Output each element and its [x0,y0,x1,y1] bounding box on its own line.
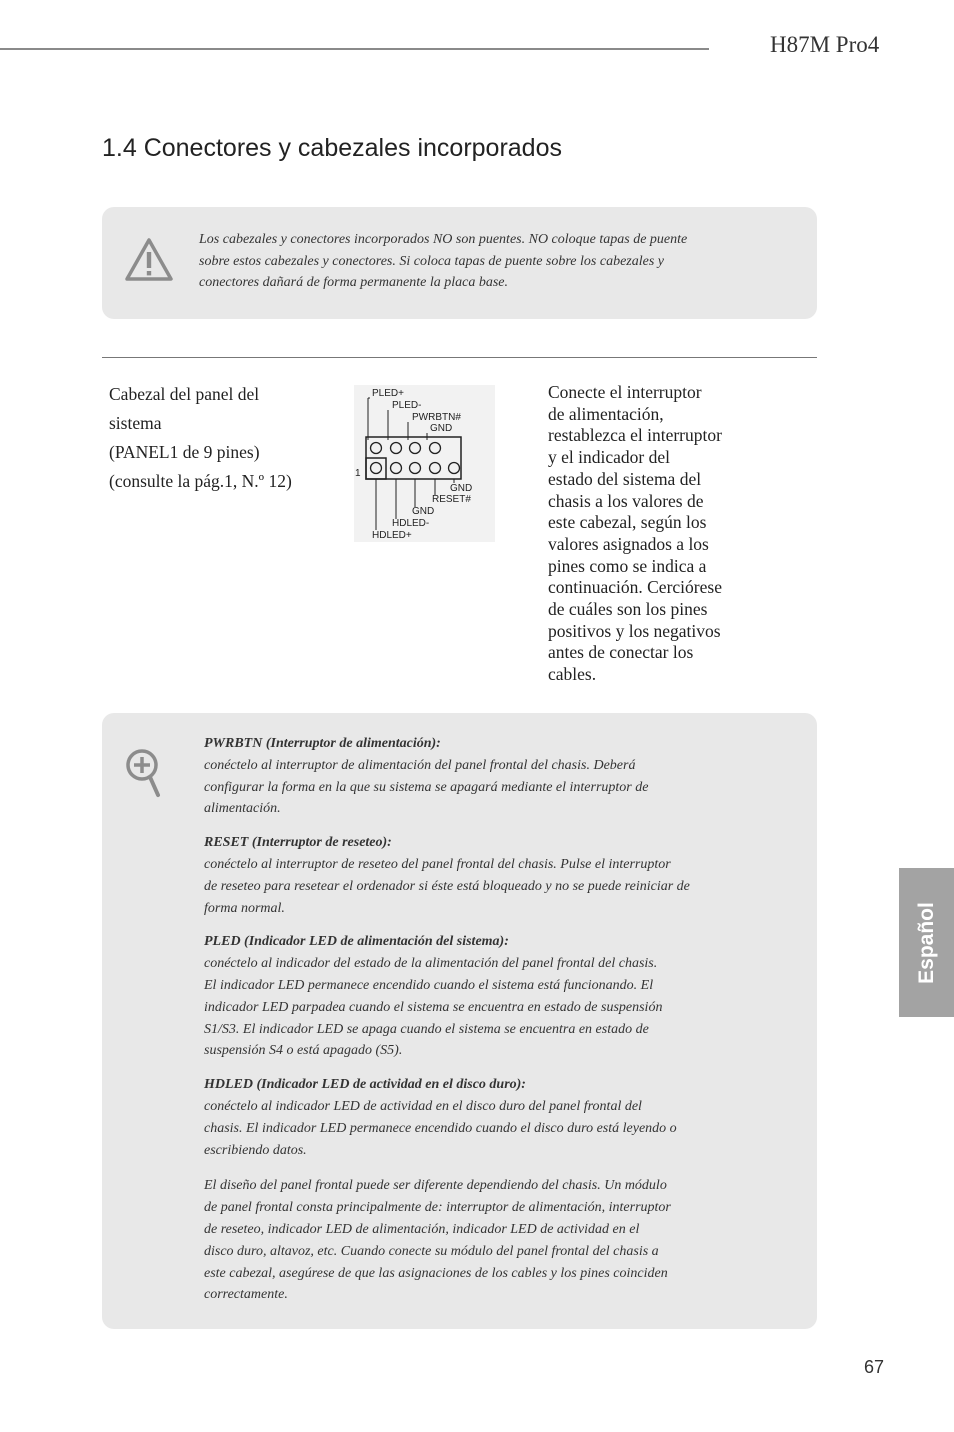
pin-label-pled-minus: PLED- [392,400,422,411]
note-line: configurar la forma en la que su sistema se apagará mediante el interruptor de [204,779,649,795]
note-line: de reseteo para resetear el ordenador si éste está bloqueado y no se puede reiniciar de [204,878,690,894]
note-line: escribiendo datos. [204,1142,307,1158]
description-line: chasis a los valores de [548,490,704,511]
section-divider [102,357,817,358]
note-heading: PWRBTN (Interruptor de alimentación): [204,736,441,751]
label-line: (PANEL1 de 9 pines) [109,442,260,462]
note-item-pwrbtn [204,733,764,820]
note-line: conéctelo al interruptor de alimentación del panel frontal del chasis. Deberá [204,757,636,773]
caution-line: sobre estos cabezales y conectores. Si coloca tapas de puente sobre los cabezales y [199,253,665,269]
panel-header-label [109,380,292,496]
note-line: indicador LED parpadea cuando el sistema se encuentra en estado de suspensión [204,999,663,1015]
header-rule [0,48,709,50]
magnifier-plus-icon [124,747,164,806]
note-item-pled [204,931,764,1062]
pin-label-hdled-minus: HDLED- [392,518,430,529]
note-final-paragraph [204,1175,764,1306]
note-line: correctamente. [204,1287,288,1303]
note-line: disco duro, altavoz, etc. Cuando conecte su módulo del panel frontal del chasis a [204,1243,659,1259]
note-line: forma normal. [204,900,285,916]
description-line: estado del sistema del [548,468,702,489]
note-line: suspensión S4 o está apagado (S5). [204,1043,403,1059]
description-line: continuación. Cerciórese [548,577,722,598]
pin-label-pled-plus: PLED+ [372,388,404,399]
label-line: Cabezal del panel del [109,384,260,404]
note-line: conéctelo al indicador del estado de la alimentación del panel frontal del chasis. [204,956,658,972]
panel-header-description [548,382,758,686]
pin-label-gnd-bottom: GND [412,506,435,517]
note-line: alimentación. [204,801,281,817]
description-line: cables. [548,664,597,685]
pin1-label: 1 [355,468,361,479]
caution-box [102,207,817,319]
pin-label-pwrbtn: PWRBTN# [412,412,461,423]
description-line: restablezca el interruptor [548,425,722,446]
note-item-hdled [204,1074,764,1161]
pin-label-hdled-plus: HDLED+ [372,530,412,541]
note-line: de panel frontal consta principalmente de: interruptor de alimentación, interruptor [204,1200,671,1216]
note-line: chasis. El indicador LED permanece encendido cuando el disco duro está leyendo o [204,1120,677,1136]
pin-label-reset: RESET# [432,494,471,505]
note-box [102,713,817,1329]
model-name: H87M Pro4 [770,32,880,57]
description-line: pines como se indica a [548,555,707,576]
description-line: Conecte el interruptor [548,382,702,402]
pin-label-gnd-bottom-right: GND [450,483,473,494]
note-heading: HDLED (Indicador LED de actividad en el disco duro): [204,1077,526,1093]
language-tab [899,868,954,1017]
caution-text [199,229,759,294]
description-line: de cuáles son los pines [548,599,708,620]
note-line: conéctelo al indicador LED de actividad en el disco duro del panel frontal del [204,1098,642,1114]
description-line: valores asignados a los [548,533,709,554]
note-line: El indicador LED permanece encendido cuando el sistema está funcionando. El [204,977,654,993]
note-line: S1/S3. El indicador LED se apaga cuando el sistema se encuentra en estado de [204,1021,649,1037]
warning-triangle-icon [124,237,174,288]
description-line: y el indicador del [548,447,670,468]
panel1-pin-diagram [354,385,495,542]
description-line: este cabezal, según los [548,512,707,533]
description-line: positivos y los negativos [548,620,721,641]
description-line: de alimentación, [548,403,664,424]
note-line: El diseño del panel frontal puede ser diferente dependiendo del chasis. Un módulo [204,1178,667,1194]
note-body [204,733,764,1306]
note-line: de reseteo, indicador LED de alimentación, indicador LED de actividad en el [204,1221,640,1237]
label-line: (consulte la pág.1, N.º 12) [109,471,292,491]
label-line: sistema [109,413,162,433]
description-line: antes de conectar los [548,642,694,663]
language-tab-label: Español [914,901,938,984]
note-item-reset [204,832,764,919]
note-heading: RESET (Interruptor de reseteo): [204,835,392,851]
note-line: conéctelo al interruptor de reseteo del panel frontal del chasis. Pulse el interruptor [204,856,671,872]
section-title: 1.4 Conectores y cabezales incorporados [102,134,562,162]
note-line: este cabezal, asegúrese de que las asignaciones de los cables y los pines coinciden [204,1265,668,1281]
caution-line: Los cabezales y conectores incorporados NO son puentes. NO coloque tapas de puente [199,232,688,247]
pin-label-gnd-top: GND [430,423,453,434]
page-number: 67 [864,1357,885,1377]
caution-line: conectores dañará de forma permanente la placa base. [199,275,508,290]
note-heading: PLED (Indicador LED de alimentación del sistema): [204,934,509,950]
